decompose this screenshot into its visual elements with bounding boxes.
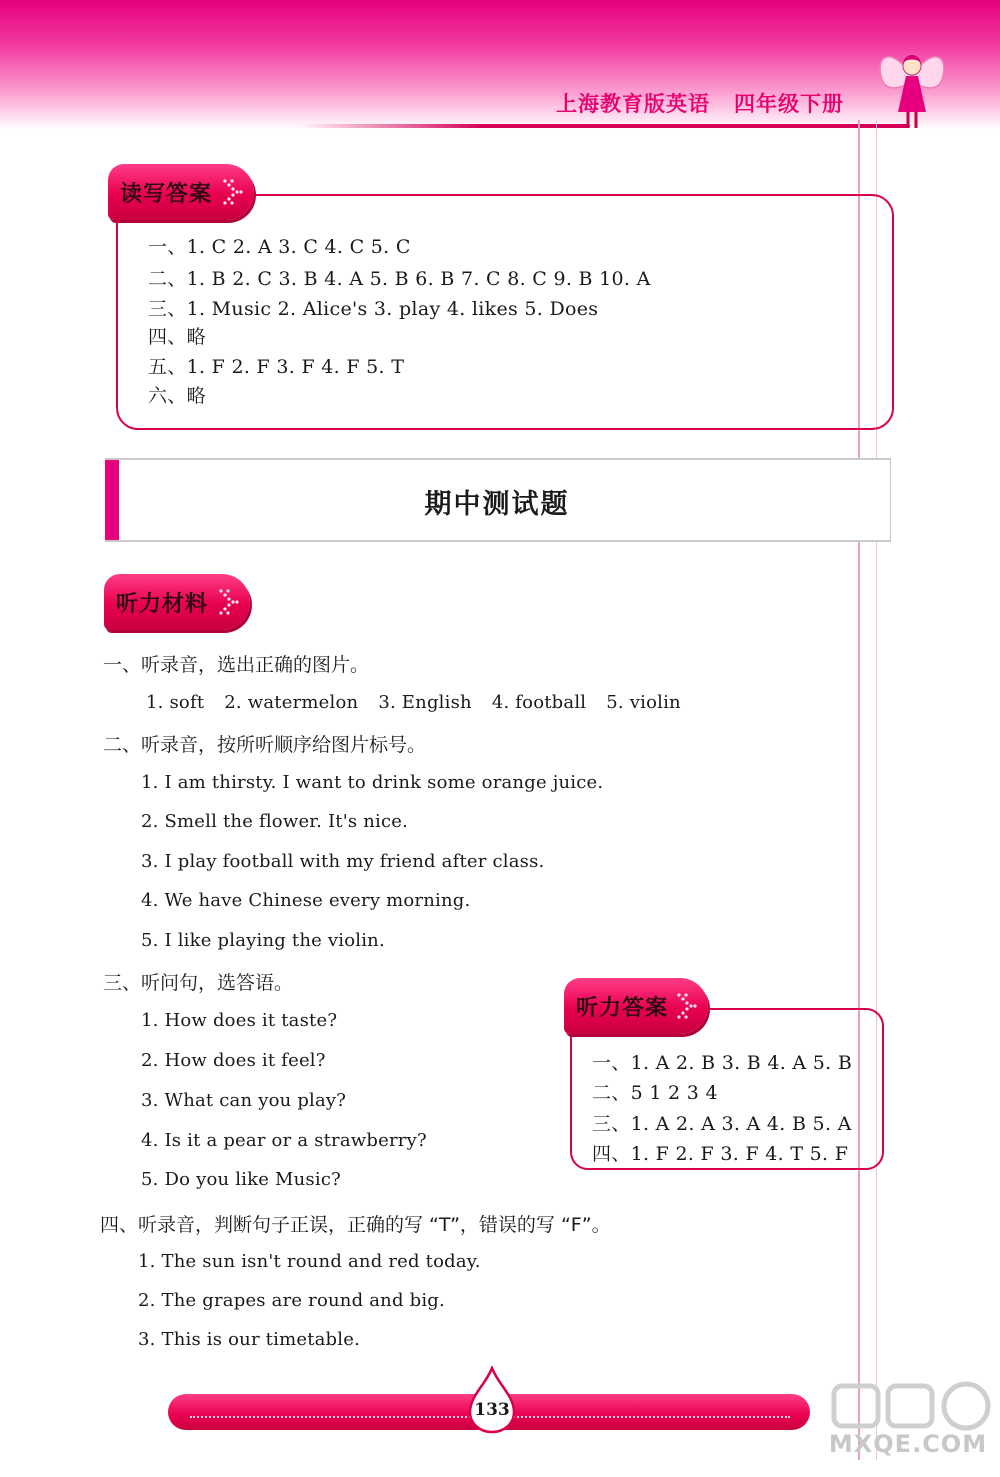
- word-item: 4. football: [491, 692, 587, 713]
- fairy-icon: [872, 36, 952, 132]
- tag-label: 听力答案: [576, 995, 669, 1021]
- page-number: 133: [474, 1400, 510, 1420]
- reading-answers-tag: [108, 164, 254, 220]
- sentence-item: 1. I am thirsty. I want to drink some orange juice.: [141, 772, 604, 793]
- question-heading: 三、听问句，选答语。: [103, 972, 294, 994]
- word-item: 2. watermelon: [224, 692, 359, 713]
- listening-answer-line: 一、1. A 2. B 3. B 4. A 5. B: [592, 1052, 853, 1074]
- word-item: 1. soft: [146, 692, 205, 713]
- sentence-item: 4. We have Chinese every morning.: [141, 890, 471, 911]
- reading-answer-line: 一、1. C 2. A 3. C 4. C 5. C: [148, 236, 411, 258]
- sentence-item: 5. I like playing the violin.: [141, 930, 385, 951]
- tag-label: 听力材料: [116, 591, 209, 617]
- section-title: 期中测试题: [424, 489, 570, 520]
- listening-material-tag: [104, 574, 250, 630]
- word-item: 5. violin: [606, 692, 681, 713]
- sentence-item: 2. Smell the flower. It's nice.: [141, 811, 409, 832]
- sentence-item: 1. The sun isn't round and red today.: [138, 1251, 481, 1272]
- grade-title: 四年级下册: [734, 92, 844, 116]
- watermark-logo: [826, 1380, 996, 1472]
- question-heading: 四、听录音，判断句子正误，正确的写 “T”，错误的写 “F”。: [100, 1214, 611, 1236]
- reading-answer-line: 五、1. F 2. F 3. F 4. F 5. T: [148, 356, 405, 378]
- book-title: 上海教育版英语: [556, 92, 710, 116]
- reading-answer-line: 二、1. B 2. C 3. B 4. A 5. B 6. B 7. C 8. C 9. B 10. A: [148, 268, 651, 290]
- reading-answer-line: 四、略: [148, 326, 206, 348]
- sentence-item: 2. The grapes are round and big.: [138, 1290, 445, 1311]
- listening-answers-tag: [564, 978, 708, 1034]
- sentence-item: 3. This is our timetable.: [138, 1329, 361, 1350]
- reading-answer-line: 三、1. Music 2. Alice's 3. play 4. likes 5. Does: [148, 298, 599, 320]
- tag-label: 读写答案: [120, 181, 213, 207]
- sentence-item: 3. I play football with my friend after class.: [141, 851, 545, 872]
- header-rule: [300, 124, 910, 128]
- listening-answer-line: 四、1. F 2. F 3. F 4. T 5. F: [592, 1143, 849, 1165]
- word-item: 3. English: [378, 692, 472, 713]
- reading-answer-line: 六、略: [148, 385, 206, 407]
- sentence-item: 5. Do you like Music?: [141, 1169, 341, 1190]
- chevron-right-icon: [676, 992, 698, 1020]
- chevron-right-icon: [218, 588, 240, 616]
- question-heading: 一、听录音，选出正确的图片。: [103, 654, 370, 676]
- word-list: [146, 692, 701, 713]
- question-heading: 二、听录音，按所听顺序给图片标号。: [103, 734, 427, 756]
- header-title: [556, 88, 868, 118]
- sentence-item: 3. What can you play?: [141, 1090, 347, 1111]
- chevron-right-icon: [222, 178, 244, 206]
- watermark-text: MXQE.COM: [828, 1430, 988, 1458]
- listening-answer-line: 二、5 1 2 3 4: [592, 1082, 718, 1104]
- sentence-item: 4. Is it a pear or a strawberry?: [141, 1130, 427, 1151]
- listening-answer-line: 三、1. A 2. A 3. A 4. B 5. A: [592, 1113, 852, 1135]
- sentence-item: 2. How does it feel?: [141, 1050, 326, 1071]
- sentence-item: 1. How does it taste?: [141, 1010, 338, 1031]
